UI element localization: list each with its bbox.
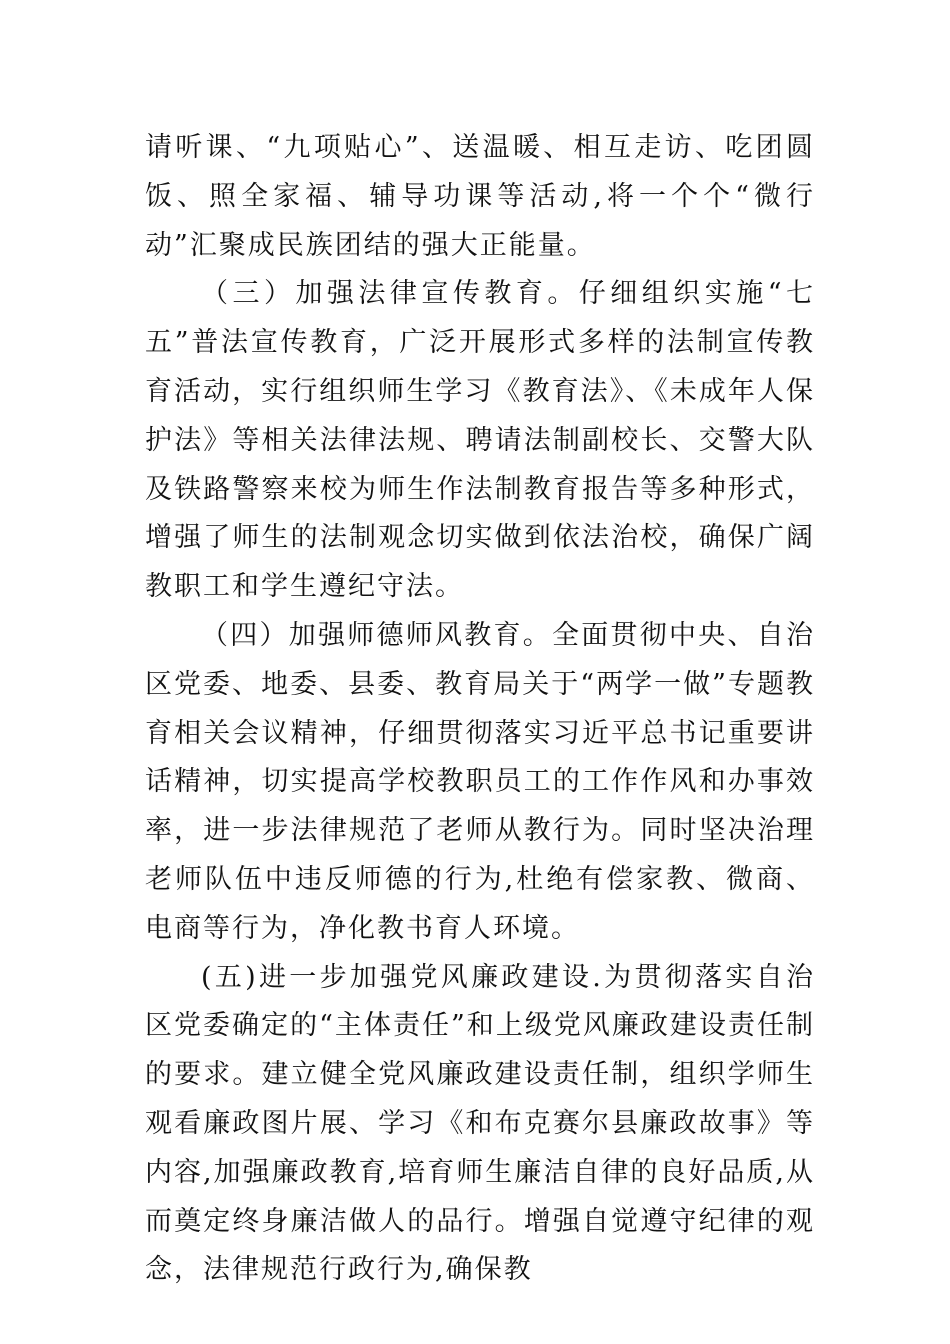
paragraph-integrity-building: (五)进一步加强党风廉政建设.为贯彻落实自治区党委确定的“主体责任”和上级党风廉政建设责任制的要求。建立健全党风廉政建设责任制，组织学师生观看廉政图片展、学习《和布克赛尔县廉政故事》等内容,加强廉政教育,培育师生廉洁自律的良好品质,从而奠定终身廉洁做人的品行。增强自觉遵守纪律的观念，法律规范行政行为,确保教 (145, 961, 815, 1286)
paragraph-teacher-ethics: （四）加强师德师风教育。全面贯彻中央、自治区党委、地委、县委、教育局关于“两学一做”专题教育相关会议精神，仔细贯彻落实习近平总书记重要讲话精神，切实提高学校教职员工的工作作风和办事效率，进一步法律规范了老师从教行为。同时坚决治理老师队伍中违反师德的行为,杜绝有偿家教、微商、电商等行为，净化教书育人环境。 (145, 619, 815, 944)
paragraph-legal-education: （三）加强法律宣传教育。仔细组织实施“七五”普法宣传教育，广泛开展形式多样的法制宣传教育活动，实行组织师生学习《教育法》、《未成年人保护法》等相关法律法规、聘请法制副校长、交警大队及铁路警察来校为师生作法制教育报告等多种形式，增强了师生的法制观念切实做到依法治校，确保广阔教职工和学生遵纪守法。 (145, 278, 815, 603)
paragraph-continuation: 请听课、“九项贴心”、送温暖、相互走访、吃团圆饭、照全家福、辅导功课等活动,将一个个“微行动”汇聚成民族团结的强大正能量。 (145, 132, 815, 261)
document-body (145, 124, 815, 1295)
